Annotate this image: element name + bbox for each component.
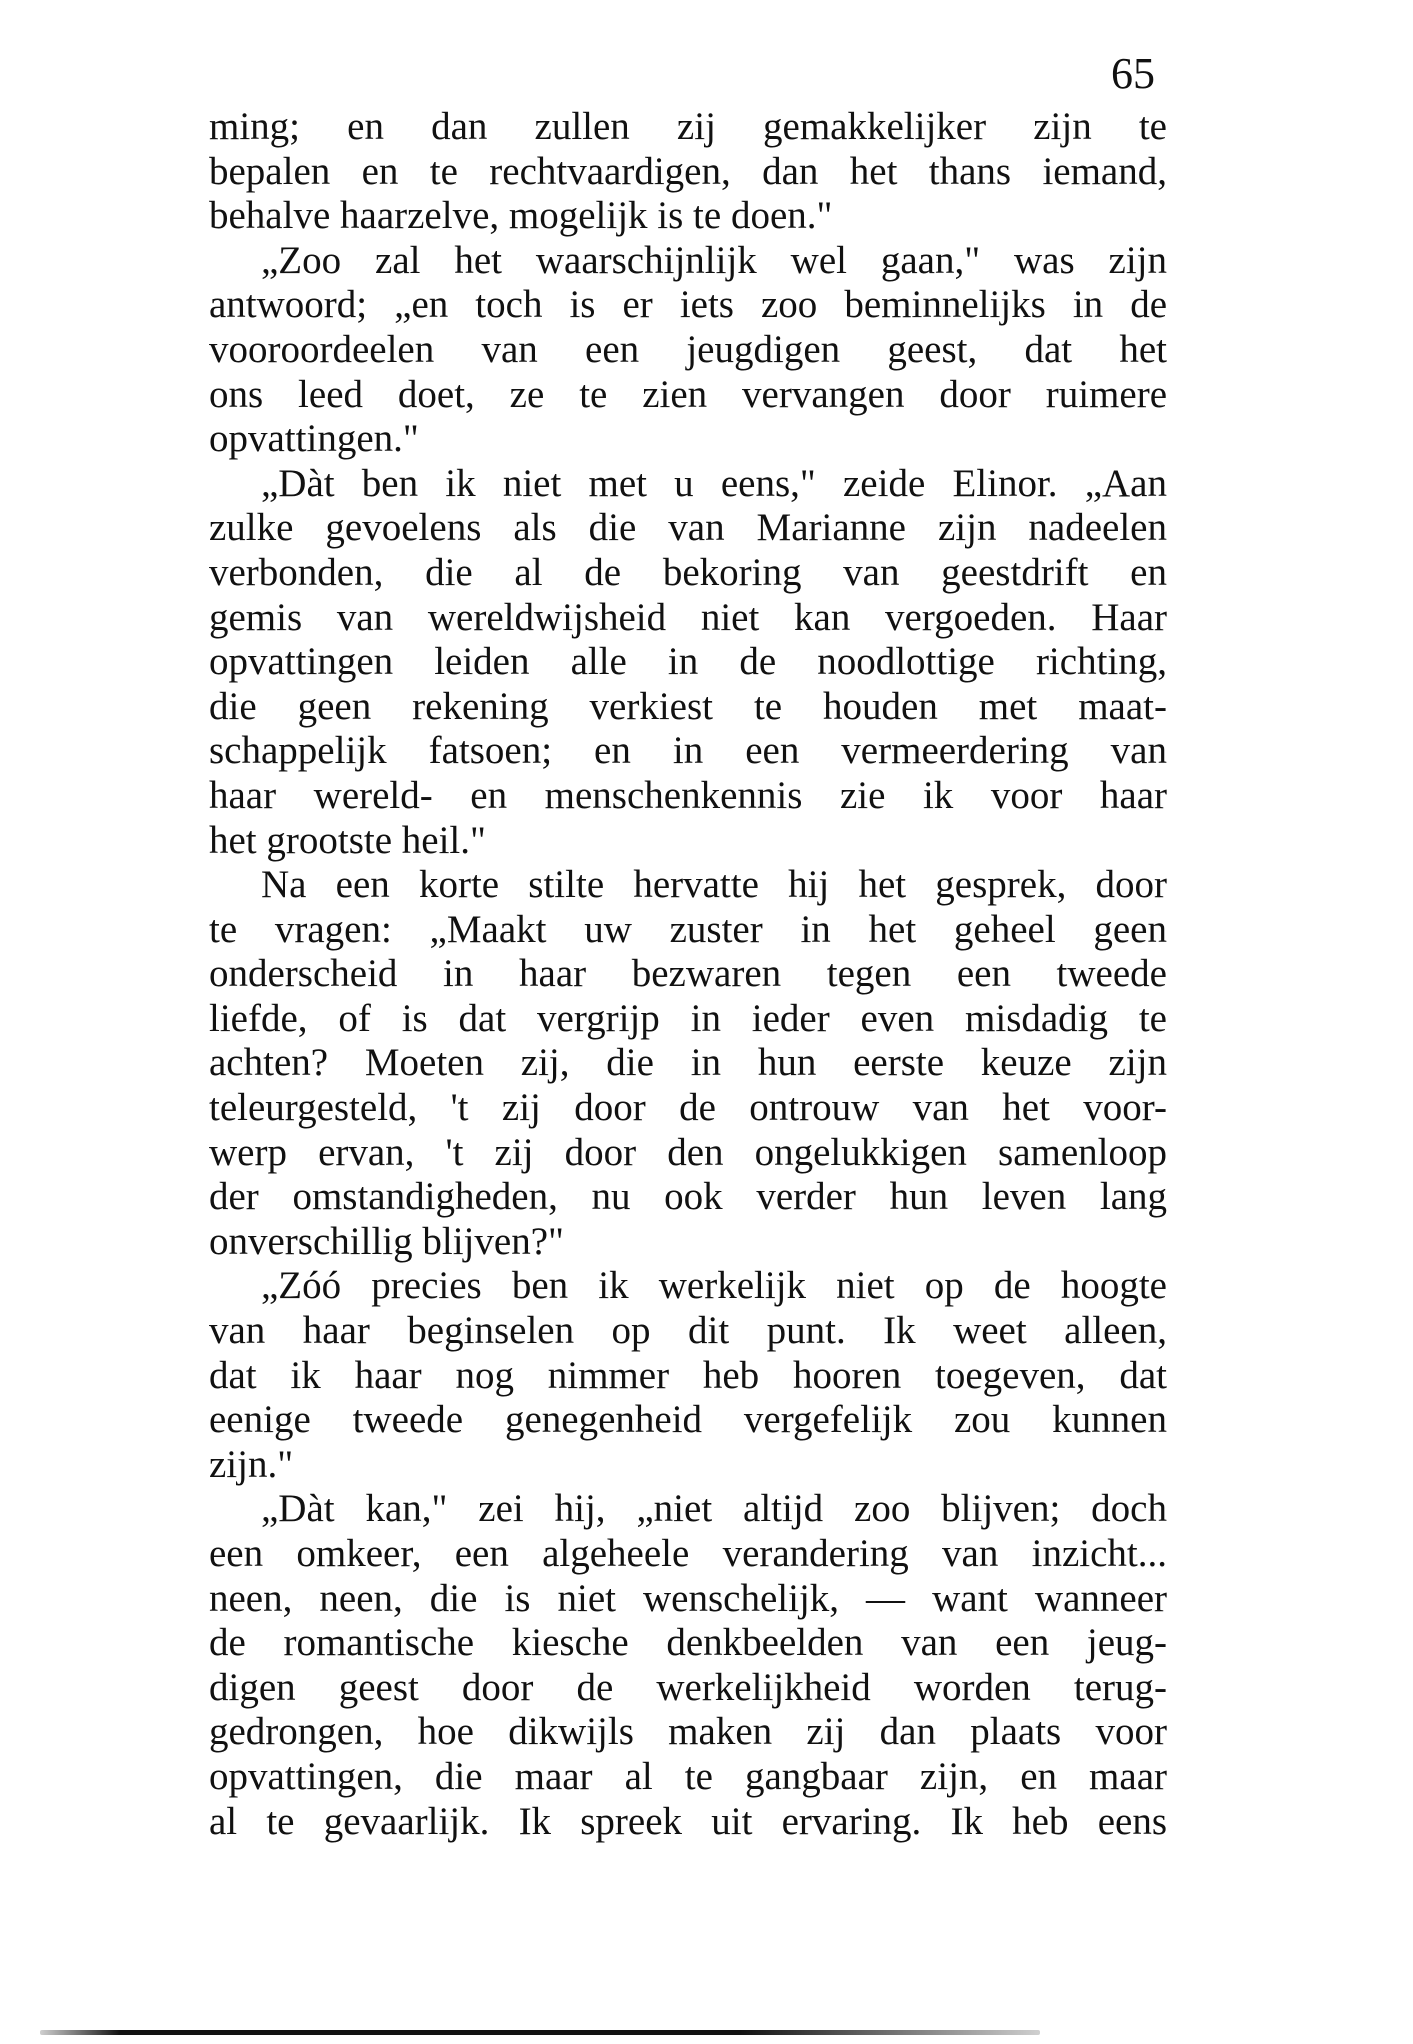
text-line: bepalen en te rechtvaardigen, dan het thans iemand, bbox=[209, 149, 1167, 193]
text-line: vooroordeelen van een jeugdigen geest, dat het bbox=[209, 327, 1167, 371]
text-line: „Dàt kan," zei hij, „niet altijd zoo blijven; doch bbox=[261, 1487, 1167, 1531]
text-line: gemis van wereldwijsheid niet kan vergoeden. Haar bbox=[209, 595, 1167, 639]
text-line: antwoord; „en toch is er iets zoo beminnelijks in de bbox=[209, 283, 1167, 327]
text-line: de romantische kiesche denkbeelden van een jeug- bbox=[209, 1621, 1167, 1665]
text-line: Na een korte stilte hervatte hij het gesprek, door bbox=[261, 863, 1167, 907]
text-line: liefde, of is dat vergrijp in ieder even misdadig te bbox=[209, 996, 1167, 1040]
text-line: het grootste heil." bbox=[209, 818, 486, 862]
text-line: van haar beginselen op dit punt. Ik weet alleen, bbox=[209, 1309, 1167, 1353]
text-line: onverschillig blijven?" bbox=[209, 1219, 564, 1263]
text-line: „Dàt ben ik niet met u eens," zeide Elinor. „Aan bbox=[261, 461, 1167, 505]
text-line: zijn." bbox=[209, 1442, 294, 1486]
text-line: zulke gevoelens als die van Marianne zijn nadeelen bbox=[209, 506, 1167, 550]
text-line: teleurgesteld, 't zij door de ontrouw van het voor- bbox=[209, 1086, 1167, 1130]
text-line: die geen rekening verkiest te houden met maat- bbox=[209, 684, 1167, 728]
text-line: een omkeer, een algeheele verandering van inzicht... bbox=[209, 1532, 1167, 1575]
text-line: verbonden, die al de bekoring van geestdrift en bbox=[209, 550, 1167, 594]
text-line: neen, neen, die is niet wenschelijk, — want wanneer bbox=[209, 1576, 1167, 1620]
text-line: schappelijk fatsoen; en in een vermeerdering van bbox=[209, 729, 1167, 773]
text-line: opvattingen." bbox=[209, 417, 419, 461]
page-number: 65 bbox=[1111, 49, 1155, 98]
text-line: dat ik haar nog nimmer heb hooren toegeven, dat bbox=[209, 1353, 1167, 1397]
text-line: achten? Moeten zij, die in hun eerste keuze zijn bbox=[209, 1041, 1167, 1085]
text-line: onderscheid in haar bezwaren tegen een tweede bbox=[209, 952, 1167, 996]
text-line: werp ervan, 't zij door den ongelukkigen samenloop bbox=[209, 1130, 1167, 1174]
text-line: al te gevaarlijk. Ik spreek uit ervaring. Ik heb eens bbox=[209, 1799, 1167, 1843]
body-text bbox=[209, 105, 1167, 1844]
text-line: „Zóó precies ben ik werkelijk niet op de hoogte bbox=[261, 1264, 1167, 1308]
text-line: opvattingen leiden alle in de noodlottige richting, bbox=[209, 640, 1167, 684]
text-line: ming; en dan zullen zij gemakkelijker zijn te bbox=[209, 105, 1167, 148]
text-line: haar wereld- en menschenkennis zie ik voor haar bbox=[209, 773, 1167, 817]
text-line: ons leed doet, ze te zien vervangen door ruimere bbox=[209, 372, 1167, 416]
text-line: der omstandigheden, nu ook verder hun leven lang bbox=[209, 1175, 1167, 1219]
text-line: behalve haarzelve, mogelijk is te doen." bbox=[209, 194, 833, 238]
bottom-scan-edge bbox=[40, 2030, 1040, 2035]
text-line: gedrongen, hoe dikwijls maken zij dan plaats voor bbox=[209, 1710, 1167, 1754]
text-line: opvattingen, die maar al te gangbaar zijn, en maar bbox=[209, 1754, 1167, 1798]
text-line: digen geest door de werkelijkheid worden terug- bbox=[209, 1665, 1167, 1709]
text-line: te vragen: „Maakt uw zuster in het geheel geen bbox=[209, 907, 1167, 951]
text-line: eenige tweede genegenheid vergefelijk zou kunnen bbox=[209, 1398, 1167, 1442]
text-line: „Zoo zal het waarschijnlijk wel gaan," was zijn bbox=[261, 238, 1167, 282]
